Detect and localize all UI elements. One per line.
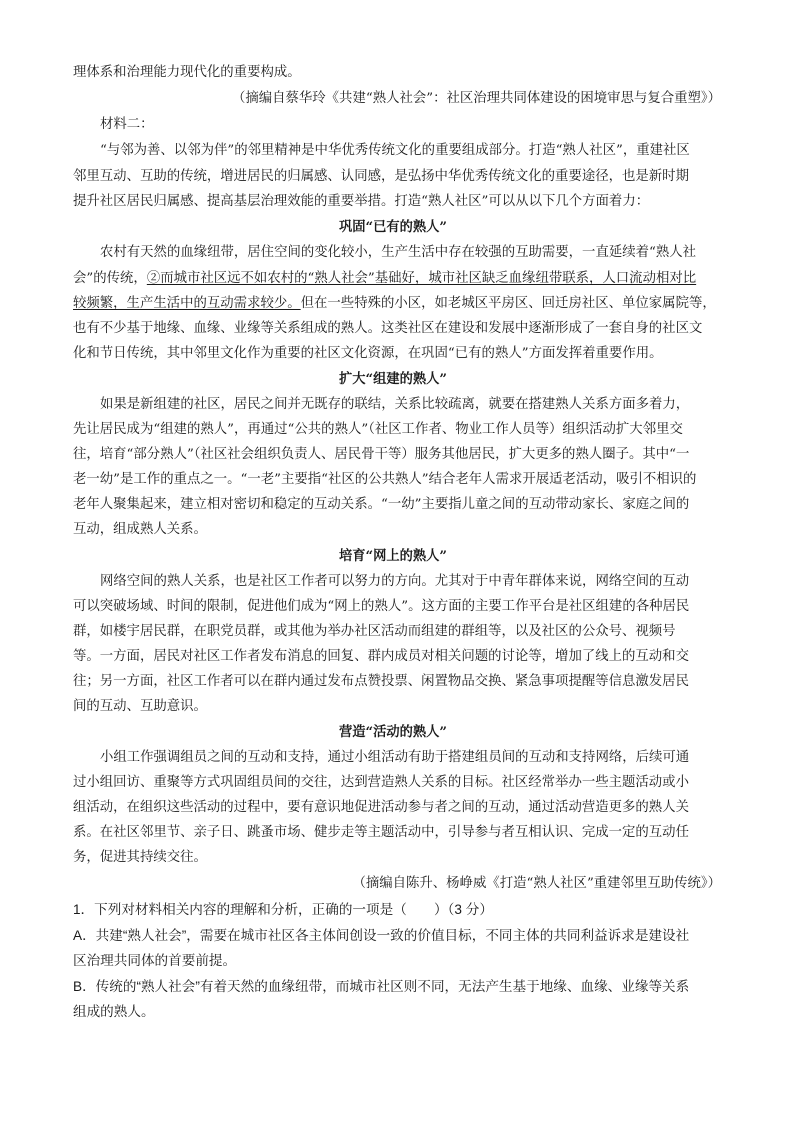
paragraph-text: 会”的传统， xyxy=(73,271,147,286)
material1-source: （摘编自蔡华玲《共建“熟人社会”：社区治理共同体建设的困境审思与复合重塑》） xyxy=(231,91,721,106)
material2-label: 材料二： xyxy=(100,117,154,132)
underlined-sentence: 较频繁，生产生活中的互动需求较少。 xyxy=(73,296,301,311)
option-b-cont: 组成的熟人。 xyxy=(73,1004,155,1019)
section-heading: 培育“网上的熟人” xyxy=(338,548,448,564)
paragraph-line: 可以突破场域、时间的限制，促进他们成为“网上的熟人”。这方面的主要工作平台是社区组建的各种居民 xyxy=(73,599,690,614)
question-stem: 1．下列对材料相关内容的理解和分析，正确的一项是（ ）（3 分） xyxy=(73,902,493,917)
material1-tail: 理体系和治理能力现代化的重要构成。 xyxy=(73,65,301,80)
paragraph-line: 化和节日传统，其中邻里文化作为重要的社区文化资源，在巩固“已有的熟人”方面发挥着重要作用。 xyxy=(73,346,663,361)
paragraph-line: 过小组回访、重聚等方式巩固组员间的交往，达到营造熟人关系的目标。社区经常举办一些主题活动或小 xyxy=(73,775,689,790)
underlined-sentence: ②而城市社区远不如农村的“熟人社会”基础好，城市社区缺乏血缘纽带联系，人口流动相对比 xyxy=(146,271,697,286)
paragraph-line: 间的互动、互助意识。 xyxy=(73,699,207,714)
paragraph-line: 老一幼”是工作的重点之一。“一老”主要指“社区的公共熟人”结合老年人需求开展适老活动，吸引不相识的 xyxy=(73,472,697,487)
section-heading: 扩大“组建的熟人” xyxy=(338,371,448,387)
paragraph-line xyxy=(73,269,721,289)
intro-line: 提升社区居民归属感、提高基层治理效能的重要举措。打造“熟人社区”可以从以下几个方面着力： xyxy=(73,194,650,209)
paragraph-line: 也有不少基于地缘、血缘、业缘等关系组成的熟人。这类社区在建设和发展中逐渐形成了一套自身的社区文 xyxy=(73,321,703,336)
paragraph-line: 务，促进其持续交往。 xyxy=(73,850,207,865)
section-heading: 巩固“已有的熟人” xyxy=(338,219,448,235)
paragraph-line: 往，培育“部分熟人”（社区社会组织负责人、居民骨干等）服务其他居民，扩大更多的熟人圈子。其中“一 xyxy=(73,447,690,462)
paragraph-line: 系。在社区邻里节、亲子日、跳蚤市场、健步走等主题活动中，引导参与者互相认识、完成一定的互动任 xyxy=(73,825,689,840)
intro-line: 邻里互动、互助的传统，增进居民的归属感、认同感，是弘扬中华优秀传统文化的重要途径，也是新时期 xyxy=(73,169,689,184)
paragraph-line: 老年人聚集起来，建立相对密切和稳定的互动关系。“一幼”主要指儿童之间的互动带动家长、家庭之间的 xyxy=(73,497,690,512)
paragraph-line: 等。一方面，居民对社区工作者发布消息的回复、群内成员对相关问题的讨论等，增加了线上的互动和交 xyxy=(73,649,689,664)
paragraph-line xyxy=(73,294,721,314)
paragraph-line: 群，如楼宇居民群，在职党员群，或其他为举办社区活动而组建的群组等，以及社区的公众号、视频号 xyxy=(73,624,676,639)
option-a: A．共建“熟人社会”，需要在城市社区各主体间创设一致的价值目标，不同主体的共同利益诉求是建设社 xyxy=(73,928,690,943)
section-heading: 营造“活动的熟人” xyxy=(338,724,448,740)
option-b: B．传统的“熟人社会”有着天然的血缘纽带，而城市社区则不同，无法产生基于地缘、血缘、业缘等关系 xyxy=(73,979,690,994)
paragraph-line: 互动，组成熟人关系。 xyxy=(73,522,207,537)
paragraph-line: 如果是新组建的社区，居民之间并无既存的联结，关系比较疏离，就要在搭建熟人关系方面多着力， xyxy=(100,397,690,412)
paragraph-line: 小组工作强调组员之间的互动和支持，通过小组活动有助于搭建组员间的互动和支持网络，后续可通 xyxy=(100,750,690,765)
paragraph-line: 组活动，在组织这些活动的过程中，要有意识地促进活动参与者之间的互动，通过活动营造更多的熟人关 xyxy=(73,800,689,815)
intro-line: “与邻为善、以邻为伴”的邻里精神是中华优秀传统文化的重要组成部分。打造“熟人社区”，重建社区 xyxy=(100,143,690,158)
material2-source: （摘编自陈升、杨峥威《打造“熟人社区”重建邻里互助传统》） xyxy=(352,876,721,891)
option-a-cont: 区治理共同体的首要前提。 xyxy=(73,953,237,968)
paragraph-line: 先让居民成为“组建的熟人”，再通过“公共的熟人”（社区工作者、物业工作人员等）组织活动扩大邻里交 xyxy=(73,422,683,437)
paragraph-line: 往；另一方面，社区工作者可以在群内通过发布点赞投票、闲置物品交换、紧急事项提醒等信息激发居民 xyxy=(73,674,689,689)
paragraph-text: 但在一些特殊的小区，如老城区平房区、回迁房社区、单位家属院等， xyxy=(300,296,716,311)
paragraph-line: 农村有天然的血缘纽带，居住空间的变化较小，生产生活中存在较强的互助需要，一直延续着“熟人社 xyxy=(100,245,697,260)
paragraph-line: 网络空间的熟人关系，也是社区工作者可以努力的方向。尤其对于中青年群体来说，网络空间的互动 xyxy=(100,574,690,589)
